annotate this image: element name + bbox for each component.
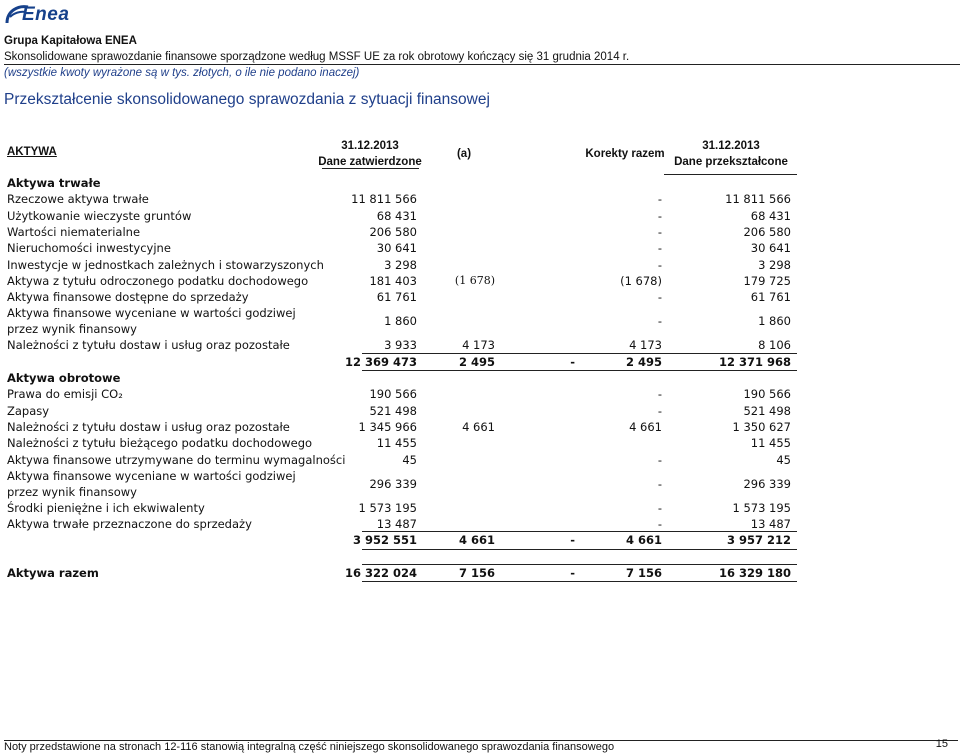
table-row: [0, 452, 960, 468]
table-row: [0, 191, 960, 207]
cell-c5: 45: [776, 452, 791, 467]
cell-c4: -: [657, 208, 662, 223]
cell-c2: 7 156: [458, 565, 495, 580]
row-label: Aktywa obrotowe: [7, 371, 121, 385]
table-row: [0, 273, 960, 289]
table-row: [0, 257, 960, 273]
cell-c1: 521 498: [369, 403, 417, 418]
table-row: [0, 305, 960, 337]
cell-c1: 1 573 195: [358, 500, 417, 515]
cell-c4: -: [657, 241, 662, 256]
cell-c1: 11 811 566: [351, 192, 417, 207]
row-label: Nieruchomości inwestycyjne: [7, 241, 171, 256]
row-label: Aktywa finansowe utrzymywane do terminu wymagalności: [7, 452, 346, 467]
row-label: Należności z tytułu dostaw i usług oraz pozostałe: [7, 338, 290, 353]
row-label: Aktywa trwałe: [7, 176, 101, 190]
cell-c2: 2 495: [458, 354, 495, 369]
cell-c5: 3 957 212: [726, 533, 791, 548]
cell-c1: 3 298: [384, 257, 417, 272]
subtotal-row: [0, 532, 960, 548]
cell-c5: 1 350 627: [732, 419, 791, 434]
cell-c3: -: [570, 533, 575, 548]
cell-c1: 296 339: [369, 476, 417, 491]
cell-c5: 179 725: [743, 273, 791, 288]
cell-c4: 2 495: [625, 354, 662, 369]
table-row: [0, 419, 960, 435]
cell-c5: 61 761: [750, 290, 791, 305]
cell-c5: 13 487: [750, 517, 791, 532]
cell-c4: -: [657, 314, 662, 329]
row-label: Aktywa finansowe wyceniane w wartości godziwej przez wynik finansowy: [7, 468, 296, 499]
cell-c1: 1 860: [384, 314, 417, 329]
company-name: Grupa Kapitałowa ENEA: [4, 35, 137, 47]
col-restated-header: [660, 138, 802, 170]
table-row: [0, 386, 960, 402]
table-row: [0, 468, 960, 500]
cell-c1: 30 641: [376, 241, 417, 256]
row-label: Należności z tytułu dostaw i usług oraz pozostałe: [7, 419, 290, 434]
cell-c1: 61 761: [376, 290, 417, 305]
cell-c2: 4 661: [458, 533, 495, 548]
total-row: [0, 565, 960, 581]
total-top-rule: [362, 531, 797, 532]
col-approved-header: [300, 138, 440, 170]
table-row: [0, 240, 960, 256]
section-row: [0, 175, 960, 191]
row-label: Wartości niematerialne: [7, 224, 141, 239]
col-approved-underline: [322, 168, 419, 169]
cell-c5: 206 580: [743, 224, 791, 239]
col-approved-sub: Dane zatwierdzone: [318, 156, 422, 168]
table-row: [0, 403, 960, 419]
cell-c1: 16 322 024: [344, 565, 417, 580]
table-row: [0, 208, 960, 224]
cell-c2: 4 173: [462, 338, 495, 353]
cell-c5: 521 498: [743, 403, 791, 418]
cell-c3: -: [570, 565, 575, 580]
row-label: Aktywa z tytułu odroczonego podatku dochodowego: [7, 273, 309, 288]
cell-c5: 16 329 180: [718, 565, 791, 580]
row-label: Środki pieniężne i ich ekwiwalenty: [7, 500, 205, 515]
cell-c5: 190 566: [743, 387, 791, 402]
report-subtitle: Skonsolidowane sprawozdanie finansowe sporządzone według MSSF UE za rok obrotowy kończący się 31 grudnia 2014 r.: [4, 51, 630, 63]
cell-c4: 4 173: [629, 338, 662, 353]
cell-c1: 45: [402, 452, 417, 467]
section-row: [0, 370, 960, 386]
cell-c4: -: [657, 290, 662, 305]
col-approved-date: 31.12.2013: [341, 140, 399, 152]
total-top-rule: [362, 353, 797, 354]
table-row: [0, 337, 960, 353]
row-label: Rzeczowe aktywa trwałe: [7, 192, 149, 207]
cell-c5: 68 431: [750, 208, 791, 223]
cell-c2: 4 661: [462, 419, 495, 434]
total-bottom-rule: [362, 549, 797, 550]
cell-c4: 7 156: [625, 565, 662, 580]
col-restated-sub: Dane przekształcone: [674, 156, 788, 168]
cell-c2: (1 678): [454, 273, 495, 287]
row-label: Aktywa trwałe przeznaczone do sprzedaży: [7, 517, 252, 532]
row-label: Aktywa finansowe dostępne do sprzedaży: [7, 290, 249, 305]
page-number: 15: [935, 738, 948, 750]
cell-c5: 1 573 195: [732, 500, 791, 515]
col-a-header: (a): [456, 148, 472, 160]
cell-c4: 4 661: [629, 419, 662, 434]
cell-c5: 296 339: [743, 476, 791, 491]
table-row: [0, 500, 960, 516]
row-label: Należności z tytułu bieżącego podatku dochodowego: [7, 436, 313, 451]
row-label: Aktywa razem: [7, 565, 99, 580]
cell-c1: 12 369 473: [344, 354, 417, 369]
total-bottom-rule: [362, 370, 797, 371]
cell-c1: 13 487: [376, 517, 417, 532]
cell-c1: 3 952 551: [352, 533, 417, 548]
row-label: Inwestycje w jednostkach zależnych i stowarzyszonych: [7, 257, 324, 272]
aktywa-header: AKTYWA: [7, 146, 57, 158]
cell-c5: 8 106: [758, 338, 791, 353]
cell-c1: 206 580: [369, 224, 417, 239]
table-row: [0, 516, 960, 532]
subtotal-row: [0, 354, 960, 370]
cell-c3: -: [570, 354, 575, 369]
cell-c1: 11 455: [376, 436, 417, 451]
cell-c4: -: [657, 517, 662, 532]
cell-c4: -: [657, 500, 662, 515]
cell-c4: -: [657, 257, 662, 272]
page-title: Przekształcenie skonsolidowanego sprawozdania z sytuacji finansowej: [4, 91, 490, 108]
row-label: Aktywa finansowe wyceniane w wartości godziwej przez wynik finansowy: [7, 306, 296, 337]
cell-c1: 190 566: [369, 387, 417, 402]
cell-c4: 4 661: [625, 533, 662, 548]
cell-c4: -: [657, 224, 662, 239]
header-divider: [4, 64, 960, 65]
cell-c5: 12 371 968: [718, 354, 791, 369]
cell-c1: 1 345 966: [358, 419, 417, 434]
cell-c1: 3 933: [384, 338, 417, 353]
cell-c4: -: [657, 403, 662, 418]
total-top-rule: [362, 564, 797, 565]
row-label: Zapasy: [7, 403, 50, 418]
cell-c1: 68 431: [376, 208, 417, 223]
table-row: [0, 435, 960, 451]
logo-text: Enea: [22, 4, 70, 25]
cell-c4: -: [657, 452, 662, 467]
cell-c5: 1 860: [758, 314, 791, 329]
row-label: Użytkowanie wieczyste gruntów: [7, 208, 192, 223]
table-row: [0, 224, 960, 240]
cell-c4: -: [657, 387, 662, 402]
cell-c5: 11 455: [750, 436, 791, 451]
cell-c1: 181 403: [369, 273, 417, 288]
cell-c4: (1 678): [620, 273, 662, 288]
col-corrections-header: Korekty razem: [585, 148, 665, 160]
amounts-note: (wszystkie kwoty wyrażone są w tys. złotych, o ile nie podano inaczej): [4, 67, 360, 79]
col-restated-date: 31.12.2013: [702, 140, 760, 152]
row-label: Prawa do emisji CO₂: [7, 387, 123, 402]
total-bottom-rule: [362, 581, 797, 582]
cell-c5: 30 641: [750, 241, 791, 256]
footer-note: Noty przedstawione na stronach 12-116 stanowią integralną część niniejszego skonsolidowanego sprawozdania finansowego: [4, 741, 615, 753]
cell-c5: 3 298: [758, 257, 791, 272]
cell-c4: -: [657, 192, 662, 207]
cell-c5: 11 811 566: [725, 192, 791, 207]
cell-c4: -: [657, 476, 662, 491]
table-row: [0, 289, 960, 305]
